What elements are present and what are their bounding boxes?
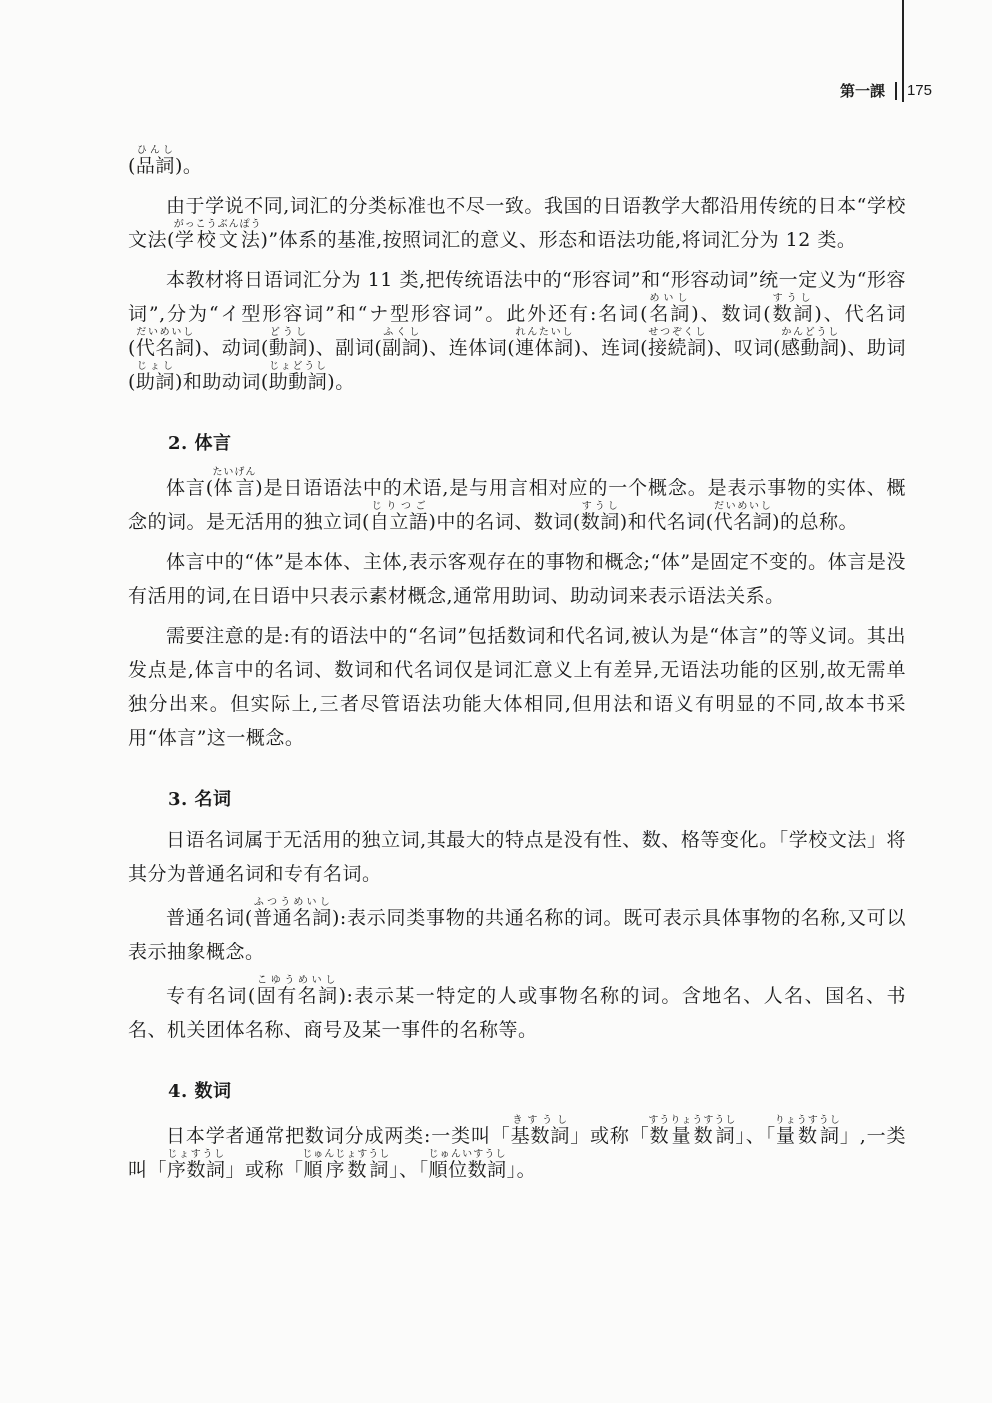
page-content	[128, 145, 906, 1193]
paragraph-taigen-note: 需要注意的是:有的语法中的“名词”包括数词和代名词,被认为是“体言”的等义词。其出发点是,体言中的名词、数词和代名词仅是词汇意义上有差异,无语法功能的区别,故无需单独分出来。但实际上,三者尽管语法功能大体相同,但用法和语义有明显的不同,故本书采用“体言”这一概念。	[128, 625, 906, 749]
paragraph-proper-noun: 专有名词(固有名詞こゆうめいし):表示某一特定的人或事物名称的词。含地名、人名、国名、书名、机关团体名称、商号及某一事件的名称等。	[128, 975, 906, 1041]
page-number: 175	[906, 82, 932, 99]
paragraph-taigen-meaning: 体言中的“体”是本体、主体,表示客观存在的事物和概念;“体”是固定不变的。体言是没有活用的词,在日语中只表示素材概念,通常用助词、助动词来表示语法关系。	[128, 551, 906, 607]
paragraph-word-classes: 本教材将日语词汇分为 11 类,把传统语法中的“形容词”和“形容动词”统一定义为“形容词”,分为“イ型形容词”和“ナ型形容词”。此外还有:名词(名詞めいし)、数词(数詞すうし)、代名词(代名詞だいめいし)、动词(動詞どうし)、副词(副詞ふくし)、连体词(連体詞れんたいし)、连词(接続詞せつぞくし)、叹词(感動詞かんどうし)、助词(助詞じょし)和助动词(助動詞じょどうし)。	[128, 269, 906, 393]
section-heading-taigen: 2. 体言	[168, 433, 232, 454]
section-heading-numeral: 4. 数词	[168, 1081, 232, 1102]
page-header	[840, 80, 932, 101]
paragraph-classification: 由于学说不同,词汇的分类标准也不尽一致。我国的日语教学大都沿用传统的日本“学校文法(学校文法がっこうぶんぽう)”体系的基准,按照词汇的意义、形态和语法功能,将词汇分为 12 类。	[128, 195, 906, 251]
paragraph-continuation: (品詞ひんし)。	[128, 145, 203, 177]
paragraph-numeral-types: 日本学者通常把数词分成两类:一类叫「基数詞きすうし」或称「数量数詞すうりょうすうし」、「量数詞りょうすうし」,一类叫「序数詞じょすうし」或称「順序数詞じゅんじょすうし」、「順位数詞じゅんいすうし」。	[128, 1115, 906, 1181]
paragraph-common-noun: 普通名词(普通名詞ふつうめいし):表示同类事物的共通名称的词。既可表示具体事物的名称,又可以表示抽象概念。	[128, 897, 906, 963]
header-separator	[895, 82, 897, 100]
paragraph-noun-intro: 日语名词属于无活用的独立词,其最大的特点是没有性、数、格等变化。「学校文法」将其分为普通名词和专有名词。	[128, 829, 906, 885]
paragraph-taigen-definition: 体言(体言たいげん)是日语语法中的术语,是与用言相对应的一个概念。是表示事物的实体、概念的词。是无活用的独立词(自立語じりつご)中的名词、数词(数詞すうし)和代名词(代名詞だいめいし)的总称。	[128, 467, 906, 533]
section-heading-noun: 3. 名词	[168, 789, 232, 810]
lesson-title: 第一課	[839, 82, 885, 100]
